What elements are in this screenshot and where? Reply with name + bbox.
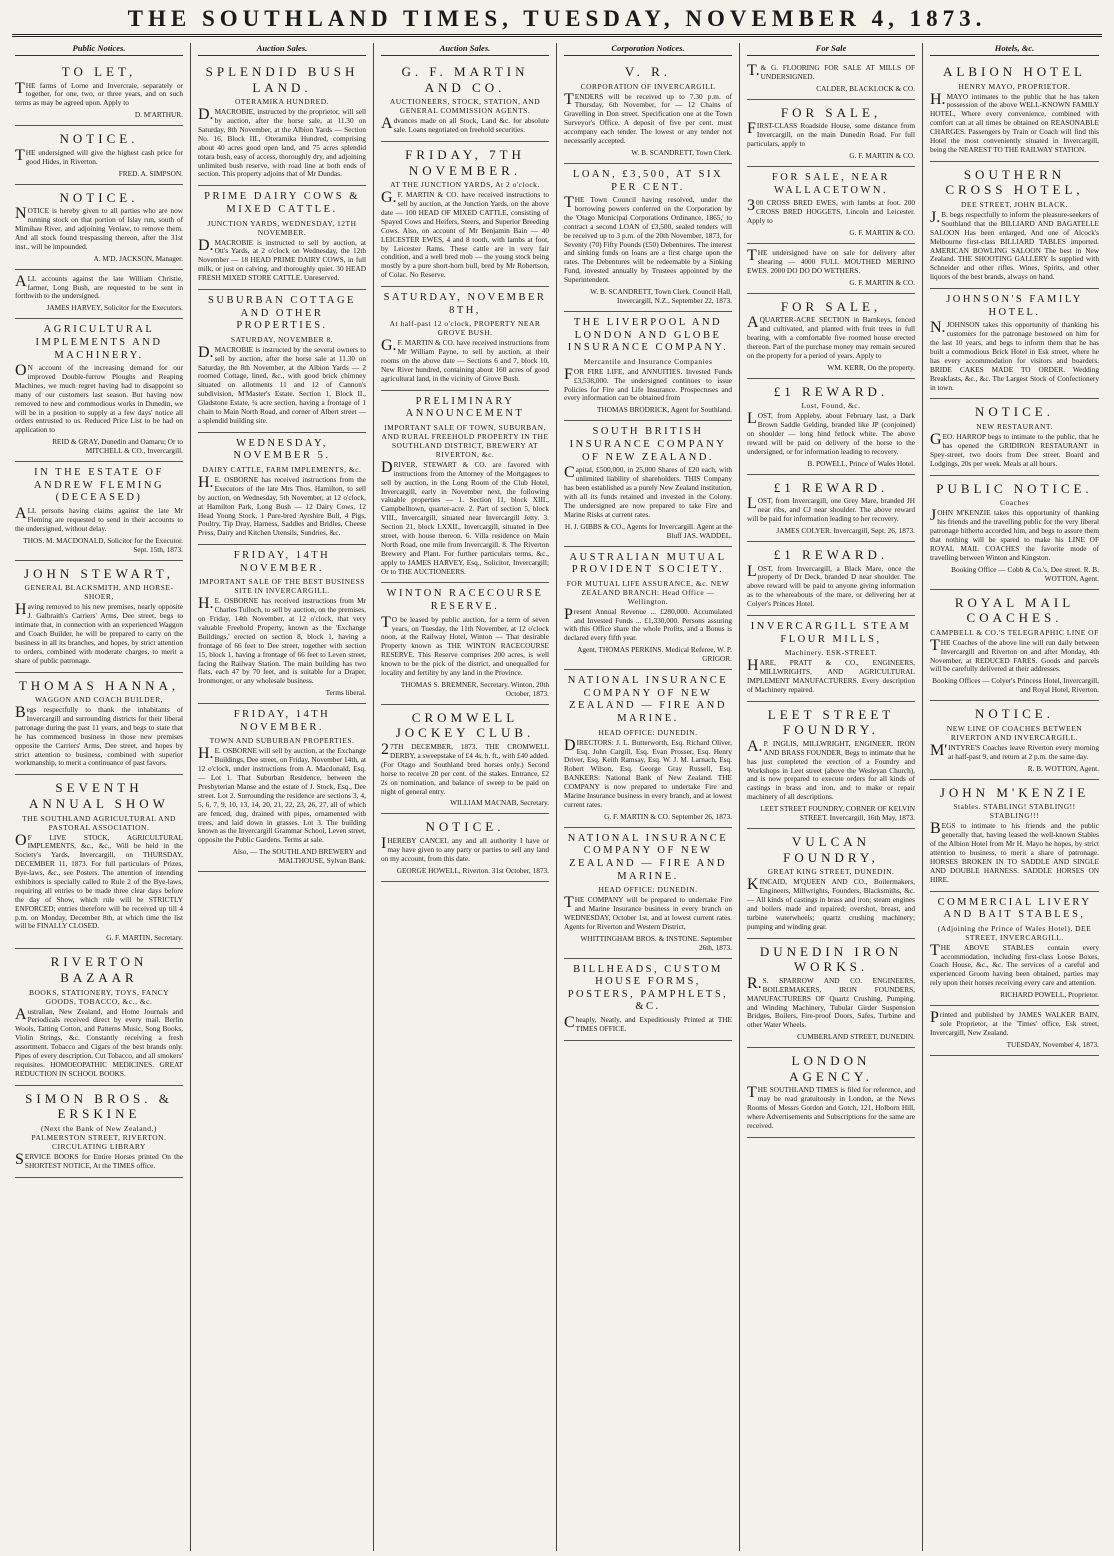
ad-title: IN THE ESTATE OF ANDREW FLEMING (DECEASED) [33,467,165,504]
ad-body: H.MAYO intimates to the public that he has taken possession of the above WELL-KNOWN FAMILY HOTEL, Where every convenience, combined with comfort can at all times be obtained on REASONABLE CHARGES. Passengers by Train or Coach will find this Hotel the most conveniently situated in Invercargill, being the NEAREST TO THE RAILWAY STATION. [930,90,1099,154]
advertisement [564,547,732,671]
advertisement [747,702,915,829]
ad-title: DUNEDIN IRON WORKS. [759,943,903,975]
ad-signature: FRED. A. SIMPSON. [118,168,183,178]
ad-body: THE Coaches of the above line will run daily between Invercargill and Riverton on and after Monday, 4th November, at REDUCED FARES. Goods and parcels will be carefully delivered at their addresses. [930,636,1099,674]
advertisement [381,583,549,704]
advertisement [930,162,1099,289]
ad-body: LOST, from Invercargill, a Black Mare, once the property of Dr Deck, branded D near shoulder. The above reward will be paid to anyone giving information as to the whereabouts of the mare, or delivering her at Colyer's Princes Hotel. [747,562,915,609]
ad-title: SEVENTH ANNUAL SHOW [29,780,169,811]
column-heading: Public Notices. [15,43,183,56]
ad-subtitle: (Adjoining the Prince of Wales Hotel), DEE STREET, INVERCARGILL. [937,923,1092,942]
ad-title: NOTICE. [975,706,1054,722]
ad-subtitle: At half-past 12 o'clock, PROPERTY NEAR GROVE BUSH. [389,319,541,338]
ad-signature: G. F. MARTIN & CO. [849,277,915,287]
columns [8,43,1106,1551]
column-6 [923,43,1106,1551]
ad-signature: R. B. WOTTON, Agent. [1027,763,1099,773]
column-2 [191,43,374,1551]
ad-subtitle: JUNCTION YARDS, WEDNESDAY, 12TH NOVEMBER. [207,218,357,237]
ad-title: SPLENDID BUSH LAND. [205,64,359,95]
ad-subtitle: TOWN AND SUBURBAN PROPERTIES. [209,736,355,746]
ad-body: A.P. INGLIS, MILLWRIGHT, ENGINEER, IRON AND BRASS FOUNDER, Begs to intimate that he has just completed the erection of a Foundry and Workshops in Leet street (above the Wesleyan Church), and is now prepared to execute orders for all kinds of castings in brass and iron, and to make or repair machinery of all descriptions. [747,737,915,802]
advertisement [198,433,366,545]
ad-subtitle: DAIRY CATTLE, FARM IMPLEMENTS, &c. [202,464,362,474]
ad-signature: RICHARD POWELL, Proprietor. [1000,990,1099,1000]
ad-body: H.E. OSBORNE will sell by auction, at the Exchange Buildings, Dee street, on Friday, November 14th, at 12 o'clock, under instructions from A. Macdonald, Esq. — Lot 1. That Suburban Residence, between the Presbyterian Manse and the estate of J. Stock, Esq., Dee street. Lot 2. Surrounding the residence are sections 3, 4, 5, 6, 7, 9, 10, 13, 14, 20, 21, 22, 23, 26, 27, all of which are fenced, dug, drained with pipes, ornamented with trees, and laid down in grasses. Lot 3. The building known as the Invercargill Grammar School, Leven street, opposite the Public Gardens. Terms at sale. [198,745,366,845]
advertisement [15,270,183,320]
ad-title: SOUTHERN CROSS HOTEL, [945,166,1084,198]
ad-title: AUSTRALIAN MUTUAL PROVIDENT SOCIETY. [569,551,727,576]
ad-signature: THOS. M. MACDONALD, Solicitor for the Executor. Sept. 15th, 1873. [23,535,183,554]
ad-title: SATURDAY, NOVEMBER 8TH, [383,292,547,316]
column-heading: Corporation Notices. [564,43,732,56]
advertisement [930,1006,1099,1056]
ad-title: THOMAS HANNA, [18,677,180,693]
ad-title: £1 REWARD. [773,383,889,399]
ad-title: FRIDAY, 14TH NOVEMBER. [233,709,331,733]
advertisement [564,164,732,312]
ad-body: ALL accounts against the late William Christie, farmer, Long Bush, are requested to be sent in forthwith to the undersigned. [15,272,183,301]
advertisement [747,616,915,702]
ad-subtitle: OTERAMIKA HUNDRED. [235,97,329,107]
ad-body: M'INTYRE'S Coaches leave Riverton every morning at half-past 9, and return at 2 p.m. the same day. [930,741,1099,761]
ad-signature: A. M'D. JACKSON, Manager. [93,253,183,263]
ad-subtitle: GENERAL BLACKSMITH, AND HORSE-SHOER, [24,583,174,602]
ad-title: LEET STREET FOUNDRY. [767,706,895,738]
ad-title: NATIONAL INSURANCE COMPANY OF NEW ZEALAND — FIRE AND MARINE. [567,675,729,725]
ad-body: 27TH DECEMBER, 1873. THE CROMWELL DERBY, a sweepstake of £4 4s, h. ft., with £40 added. (For Otago and Southland bred horses only.) Second horse to receive 20 per cent. of the stakes. Entrance, £2 2s on nomination, and balance of sweep to be paid on night of general entry. [381,741,549,796]
advertisement [564,421,732,546]
advertisement [564,312,732,421]
ad-body: T.& G. FLOORING FOR SALE AT MILLS OF UNDERSIGNED. [747,62,915,81]
ad-title: WINTON RACECOURSE RESERVE. [386,588,544,613]
advertisement [381,814,549,881]
advertisement [930,476,1099,590]
ad-title: £1 REWARD. [773,479,889,495]
ad-body: GEO. HARROP begs to intimate to the public, that he has opened the GRIDIRON RESTAURANT in Spey-street, two doors from Dee street. Board and Lodgings, 20s per week. Meals at all hours. [930,431,1099,468]
ad-body: R.S. SPARROW AND CO. ENGINEERS, BOILERMAKERS, IRON FOUNDERS, MANUFACTURERS OF Quartz Crushing, Pumping, and Winding Machinery, Tubular Girder Suspension Bridges, Boilers, Fire-proof Doors, Safes, Turbine and other Water Wheels. [747,974,915,1030]
ad-signature: G. F. MARTIN, Secretary. [106,933,183,943]
advertisement [564,59,732,164]
ad-subtitle: Mercantile and Insurance Companies [583,356,713,366]
ad-body: H.E. OSBORNE has received instructions from Mr Charles Tulloch, to sell by auction, on the premises, on Friday, 14th November, at 12 o'clock, that very valuable Freehold Property, known as the 'Exchange Buildings,' erected on section 8, block 1, having a frontage of 66 feet to Dee street, together with section 15, block 1, having a frontage of 66 feet to Leven street, facing the Railway Station. The main building has two flats, each 47 by 70 feet, and is suitable for a Draper, Ironmonger, or any wholesale business. [198,595,366,686]
advertisement [15,319,183,462]
ad-body: LOST, from Appleby, about February last, a Dark Brown Saddle Gelding, branded like JP (conjoined) on shoulder — long hind fetlock white. The above reward will be paid on delivery of the horse to the undersigned, or for information leading to recovery. [747,410,915,456]
ad-title: JOHNSON'S FAMILY HOTEL. [946,294,1083,318]
ad-body: FIRST-CLASS Roadside House, some distance from Invercargill, on the main Dunedin Road. For full particulars, apply to [747,120,915,149]
ad-subtitle: HEAD OFFICE: DUNEDIN. [598,885,698,895]
ad-title: THE LIVERPOOL AND LONDON AND GLOBE INSURANCE COMPANY. [567,317,729,354]
ad-subtitle: Stables. STABLING! STABLING!! STABLING!!! [953,802,1076,821]
ad-signature: LEET STREET FOUNDRY, CORNER OF KELVIN STREET. Invercargill, 16th May, 1873. [760,804,915,823]
advertisement [15,59,183,126]
ad-subtitle: CORPORATION OF INVERCARGILL [580,81,716,91]
advertisement [930,590,1099,702]
ad-body: H.E. OSBORNE has received instructions from the Executors of the late Mrs Thos. Hamilton, to sell by auction, on Wednesday, 5th November, at 12 o'clock, at Hamilton Park, Long Bush — 12 Dairy Cows, 12 Head Young Stock, 1 Pure-bred Ayrshire Bull, 4 Pigs, Poultry, Tip Dray, Harness, Saddles and Bridles, Cheese Press, Dairy and Kitchen Utensils, Sundries, &c. [198,473,366,538]
ad-signature: Also, — The SOUTHLAND BREWERY and MALTHOUSE, Sylvan Bank. [232,847,366,866]
ad-body: D.MACROBIE is instructed to sell by auction, at Ott's Yards, at 2 o'clock on Wednesday, the 12th November — 18 HEAD PRIME DAIRY COWS, in full milk, or just on calving, and thoroughly quiet. 30 HEAD FRESH MIXED STORE CATTLE. Unreserved. [198,236,366,283]
ad-body: G.F. MARTIN & CO. have received instructions to sell by auction, at the Junction Yards, on the above date — 100 HEAD OF MIXED CATTLE, consisting of Spayed Cows and Heifers, Steers, and Superior Breeding Cows. Also, on account of Mr Benjamin Bain — 40 LEICESTER EWES, 4 and 8 tooth, with lambs at foot, by Leicester Rams. These cattle are in very fair condition, and a well bred mob — the young stock being mostly by a pure short-horn bull, bred by Mr Robertson, of Colac. No Reserve. [381,189,549,280]
ad-subtitle: IMPORTANT SALE OF THE BEST BUSINESS SITE IN INVERCARGILL. [199,577,365,596]
ad-signature: B. POWELL, Prince of Wales Hotel. [807,458,915,468]
ad-title: NOTICE. [425,819,505,835]
advertisement [381,391,549,584]
advertisement [15,561,183,673]
ad-body: Printed and published by JAMES WALKER BAIN, sole Proprietor, at the 'Times' office, Esk street, Invercargill, New Zealand. [930,1009,1099,1037]
ad-body: 300 CROSS BRED EWES, with lambs at foot. 200 CROSS BRED HOGGETS, Lincoln and Leicester. Apply to [747,197,915,226]
ad-title: WEDNESDAY, NOVEMBER 5. [233,437,331,462]
ad-subtitle: HENRY MAYO, PROPRIETOR. [958,81,1071,91]
advertisement [747,1048,915,1138]
masthead [12,0,1102,37]
ad-body: THE Town Council having resolved, under the borrowing powers conferred on the Corporation by the 'Otago Municipal Corporations Ordinance, 1865,' to contract a second LOAN of £3,500, sealed tenders will be received up to 3 p.m. of the 20th November, 1873, for Seventy (70) Fifty Pounds (£50) Debentures. The interest and sinking funds on loans are a first charge upon the rates. The Debentures will be redeemable by a Sinking Fund, invested annually by Trustees appointed by the Superintendent. [564,194,732,285]
advertisement [198,545,366,704]
ad-body: THE COMPANY will be prepared to undertake Fire and Marine Insurance business in every branch on WEDNESDAY, October 1st, and at lowest current rates. Agents for Riverton and Western District, [564,894,732,931]
ad-title: £1 REWARD. [773,546,889,562]
advertisement [198,59,366,186]
ad-title: FOR SALE, [780,104,882,120]
ad-title: ALBION HOTEL [943,64,1086,79]
ad-body: JOHN M'KENZIE takes this opportunity of thanking his friends and the travelling public for the very liberal patronage hitherto accorded him, and begs to assure them that nothing will be spared to make his LINE OF ROYAL MAIL COACHES the favorite mode of travelling between Winton and Kingston. [930,507,1099,562]
ad-signature: W. B. SCANDRETT, Town Clerk. [631,147,732,157]
ad-title: SUBURBAN COTTAGE AND OTHER PROPERTIES. [208,294,356,332]
column-heading: Hotels, &c. [930,43,1099,56]
ad-title: JOHN M'KENZIE [939,784,1090,800]
ad-signature: JAMES HARVEY, Solicitor for the Executors. [46,303,183,313]
ad-subtitle: THE SOUTHLAND AGRICULTURAL AND PASTORAL ASSOCIATION. [22,813,176,832]
ad-body: DRIVER, STEWART & CO. are favored with instructions from the Attorney of the Mortgagees to sell by auction, in the Long Room of the Club Hotel, Invercargill, early in November next, the following valuable properties — 1. Section 11, block XIII., Campbelltown, quarter-acre. 2. Part of section 5, block VIII., Invercargill, situated near Invercargill Jetty. 3. Section 21, block LXXII., Invercargill, situated in Dee street, with house thereon. 6. Villa residence on Main North Road, one mile from Invercargill. 8. The Riverton Brewery and Plant. For further particulars terms, &c., apply to JAMES HARVEY, Esq., Solicitor, Invercargill; Or to THE AUCTIONEERS. [381,458,549,576]
advertisement [15,462,183,560]
ad-signature: Booking Office — Cobb & Co.'s, Dee street. R. B. WOTTON, Agent. [951,564,1099,583]
advertisement [747,167,915,244]
ad-title: FOR SALE, [780,298,882,314]
ad-signature: G. F. MARTIN & CO. [849,151,915,161]
ad-title: BILLHEADS, CUSTOM HOUSE FORMS, POSTERS, PAMPHLETS, &C. [567,963,729,1013]
advertisement [198,186,366,290]
advertisement [381,287,549,391]
ad-signature: WHITTINGHAM BROS. & INSTONE. September 26th, 1873. [580,933,732,952]
ad-title: PUBLIC NOTICE. [936,480,1093,496]
column-1 [8,43,191,1551]
ad-subtitle: HEAD OFFICE: DUNEDIN. [598,727,698,737]
ad-title: LONDON AGENCY. [789,1053,873,1084]
advertisement [747,829,915,939]
advertisement [381,142,549,287]
advertisement [930,59,1099,162]
ad-body: Having removed to his new premises, nearly opposite J. Galbraith's Carriers' Arms, Dee street, begs to intimate that, in connection with an experienced Waggon and Coach Builder, he will be prepared to carry on the business in all its branches, and hopes, by strict attention to orders, combined with moderate charges, to merit a share of public patronage. [15,601,183,665]
advertisement [747,939,915,1049]
ad-title: AGRICULTURAL IMPLEMENTS AND MACHINERY. [35,324,163,361]
advertisement [747,542,915,616]
ad-signature: G. F. MARTIN & CO. [849,227,915,237]
ad-signature: WM. KERR, On the property. [827,362,915,372]
advertisement [381,705,549,815]
column-5 [740,43,923,1551]
ad-title: PRIME DAIRY COWS & MIXED CATTLE. [204,191,360,215]
column-heading: Auction Sales. [381,43,549,56]
advertisement [747,59,915,100]
ad-body: BEGS to intimate to his friends and the public generally that, having leased the well-known Stables of the Albion Hotel from Mr H. Mayo he hopes, by strict attention to business, to merit a share of patronage. HORSES BROKEN IN TO SADDLE AND SINGLE AND DOUBLE HARNESS. SADDLE HORSES ON HIRE. [930,820,1099,884]
ad-body: OF LIVE STOCK, AGRICULTURAL IMPLEMENTS, &c., &c., Will be held in the Society's Yards, Invercargill, on THURSDAY, DECEMBER 11, 1873. For full particulars of Prizes, Bye-laws, &c., see Posters. The attention of intending exhibitors is specially called to Rule 2 of the Bye-laws, requiring all entries to be made three clear days before the day of Show, which rule will be STRICTLY ENFORCED; entries therefore will be received up till 4 p.m. on Monday, December 8th, at which time the list will be FINALLY CLOSED. [15,831,183,931]
masthead-title: THE SOUTHLAND TIMES, TUESDAY, NOVEMBER 4, 1873. [127,6,987,31]
ad-subtitle: NEW RESTAURANT. [976,422,1053,432]
ad-signature: Terms liberal. [325,688,366,698]
ad-title: NOTICE. [59,131,139,147]
column-3 [374,43,557,1551]
ad-signature: H. J. GIBBS & CO., Agents for Invercargill. Agent at the Bluff JAS. WADDEL. [564,521,732,540]
ad-subtitle: CAMPBELL & CO.'S TELEGRAPHIC LINE OF [930,627,1099,637]
advertisement [747,379,915,475]
advertisement [198,704,366,872]
advertisement [930,289,1099,399]
ad-signature: THOMAS S. BREMNER, Secretary. Winton, 20th October, 1873. [400,679,549,698]
ad-subtitle: BOOKS, STATIONERY, TOYS, FANCY GOODS, TOBACCO, &c., &c. [28,987,170,1006]
ad-title: CROMWELL JOCKEY CLUB. [395,709,535,741]
advertisement [15,1086,183,1178]
ad-body: Present Annual Revenue ... £280,000. Accumulated and Invested Funds ... £1,330,000. Persons assuring with this Office share the whole Profits, and a Bonus is declared every fifth year. [564,605,732,643]
ad-signature: CUMBERLAND STREET, DUNEDIN. [797,1032,915,1042]
ad-signature: REID & GRAY, Dunedin and Oamaru; Or to MITCHELL & CO., Invercargill. [52,437,183,456]
ad-body: D.MACROBIE, instructed by the proprietor, will sell by auction, after the horse sale, at 11.30 on Saturday, 8th November, at the Albion Yards — Section No. 16, Block III., Oteramika Hundred, comprising about 40 acres good open land, and 75 acres splendid totara bush, easy of access, thoroughly dry, and adjoining unlimited bush reserve, with road line at both ends of section. This property adjoins that of Mr Dundas. [198,106,366,179]
ad-signature: Agent, THOMAS PERKINS. Medical Referee, W. P. GRIGOR. [577,645,732,664]
advertisement [747,294,915,379]
ad-body: Capital, £500,000, in 25,000 Shares of £20 each, with unlimited liability of shareholders. THIS Company has been established as a purely New Zealand institution, with all its funds retained and invested in the Colony. The undersigned are now prepared to take Fire and Marine Risks at current rates. [564,464,732,519]
ad-body: NOTICE is hereby given to all parties who are now running stock on that portion of Islay run, south of Mimihau River, and adjoining Venlaw, to remove them. And all stock found trespassing thereon, after the 31st inst., will be impounded. [15,205,183,251]
ad-body: Cheaply, Neatly, and Expeditiously Printed at THE TIMES OFFICE. [564,1014,732,1033]
ad-body: AQUARTER-ACRE SECTION in Barnkeys, fenced and cultivated, and planted with fruit trees in full bearing, with a comfortable five roomed house erected thereon. Part of the purchase money may remain secured on the property for a period of years. Apply to [747,314,915,360]
ad-title: V. R. [624,64,672,79]
ad-title: INVERCARGILL STEAM FLOUR MILLS, [750,620,912,645]
ad-subtitle: FOR MUTUAL LIFE ASSURANCE, &c. NEW ZEALAND BRANCH: Head Office — Wellington. [566,578,730,606]
column-heading: For Sale [747,43,915,56]
advertisement [564,828,732,959]
advertisement [747,244,915,294]
ad-signature: CALDER, BLACKLOCK & CO. [816,83,915,93]
ad-title: VULCAN FOUNDRY, [783,834,879,865]
ad-title: FOR SALE, NEAR WALLACETOWN. [771,172,891,196]
ad-title: NOTICE. [975,404,1054,420]
advertisement [930,780,1099,892]
ad-title: ROYAL MAIL COACHES. [954,594,1075,626]
ad-signature: Booking Offices — Colyer's Princess Hotel, Invercargill, and Royal Hotel, Riverton. [932,676,1099,695]
ad-subtitle: NEW LINE OF COACHES BETWEEN RIVERTON AND INVERCARGILL. [946,723,1083,742]
ad-signature: G. F. MARTIN & CO. September 26, 1873. [604,811,732,821]
ad-body: THE farms of Lorne and Invercraie, separately or together, for one, two, or three years, and on such terms as may be agreed upon. Apply to [15,79,183,108]
ad-body: G.F. MARTIN & CO. have received instructions from Mr William Payne, to sell by auction, at their rooms on the above date — Sections 6 and 7, block 10, New River hundred, containing about 160 acres of good agricultural land, in the vicinity of Grove Bush. [381,337,549,383]
ad-title: JOHN STEWART, [24,565,174,581]
ad-body: D.MACROBIE is instructed by the several owners to sell by auction, after the horse sale at 11.30 on Saturday, the 8th November, at the Albion Yards — 2 roomed Cottage, lined, &c., with good brick chimney situated on allotments 11 and 12 of Cannon's subdivision, M'Master's Estate. Section 1, Block II., Gladstone Estate, ¼ acre section, having a frontage of 1 chain to Main North Road, and corner of Albert street — a splendid building site. [198,343,366,425]
ad-body: LOST, from Invercargill, one Grey Mare, branded JH near ribs, and CJ near shoulder. The above reward will be paid for information leading to her recovery. [747,495,915,524]
advertisement [15,185,183,270]
ad-body: Australian, New Zealand, and Home Journals and Periodicals received direct by every mail. Berlin Wools, Tatting Cotton, and Patterns Music, Song Books, Violin Strings, &c. Constantly receiving a fresh assortment. Tobacco and Cigars of the best brands only. Pipes of every description. Cut Tobacco, and all smokers' requisites. HOMOEOPATHIC MEDICINES. GREAT REDUCTION IN SCHOOL BOOKS. [15,1005,183,1078]
ad-signature: JAMES COLYER. Invercargill, Sept. 26, 1873. [776,525,915,535]
ad-body: ALL persons having claims against the late Mr Fleming are requested to send in their accounts to the undersigned, without delay. [15,505,183,533]
ad-subtitle: AUCTIONEERS, STOCK, STATION, AND GENERAL COMMISSION AGENTS. [389,97,541,116]
ad-title: NOTICE. [59,189,139,205]
advertisement [747,100,915,167]
advertisement [930,701,1099,779]
ad-subtitle: SATURDAY, NOVEMBER 8. [230,334,334,344]
ad-body: SERVICE BOOKS for Entire Horses printed On the SHORTEST NOTICE, At the TIMES office. [15,1150,183,1170]
ad-body: THE ABOVE STABLES contain every accommodation, including first-class Loose Boxes, Coach House, &c., &c. The services of a careful and experienced Groom having been obtained, parties may rely upon their horses receiving every care and attention. [930,941,1099,988]
ad-subtitle: Coaches [1000,498,1029,508]
ad-title: TO LET, [61,64,137,79]
ad-signature: WILLIAM MACNAB, Secretary. [450,798,549,808]
ad-title: LOAN, £3,500, AT SIX PER CENT. [572,168,724,193]
ad-body: ON account of the increasing demand for our improved Double-furrow Ploughs and Reaping Machines, we much regret having had to disappoint so many of our customers last season. But having now removed to new and commodious works in Dunedin, we will be in a position to supply at a few days' notice all orders entrusted to us. Reduced Price List to be had on application to [15,362,183,435]
advertisement [198,290,366,433]
ad-title: SIMON BROS. & ERSKINE [25,1090,173,1122]
ad-subtitle: AT THE JUNCTION YARDS, At 2 o'clock. [390,180,540,190]
ad-subtitle: IMPORTANT SALE OF TOWN, SUBURBAN, AND RURAL FREEHOLD PROPERTY IN THE SOUTHLAND DISTRICT, BREWERY AT RIVERTON, &c. [381,422,549,459]
ad-body: TENDERS will be received up to 7.30 p.m. of Thursday, 6th November, for — 12 Chains of Gravelling in Don street. Specification one at the Town Surveyor's Office. A deposit of five per cent. must accompany each tender. The lowest or any tender not necessarily accepted. [564,90,732,146]
ad-body: FOR FIRE LIFE, and ANNUITIES. Invested Funds £3,538,000. The undersigned continues to issue Policies for Fire and Life Insurance. Prospectuses and every information can be obtained from [564,365,732,403]
ad-body: THE undersigned will give the highest cash price for good Hides, in Riverton. [15,146,183,166]
ad-title: SOUTH BRITISH INSURANCE COMPANY OF NEW ZEALAND. [569,426,727,463]
advertisement [747,475,915,542]
ad-title: COMMERCIAL LIVERY AND BAIT STABLES, [937,896,1092,921]
ad-signature: GEORGE HOWELL, Riverton. 31st October, 1873. [396,865,549,875]
ad-subtitle: DEE STREET, JOHN BLACK. [961,200,1068,210]
advertisement [930,892,1099,1007]
column-heading: Auction Sales. [198,43,366,56]
ad-title: G. F. MARTIN AND CO. [401,64,529,95]
advertisement [15,126,183,184]
ad-subtitle: Machinery. ESK-STREET. [784,648,878,658]
ad-body: THE SOUTHLAND TIMES is filed for reference, and may be read gratuitously in London, at the News Rooms of Messrs Gordon and Gotch, 121, Holborn Hill, where Advertisements and Subscriptions for the same are received. [747,1084,915,1130]
ad-body: Advances made on all Stock, Land &c. for absolute sale. Loans negotiated on freehold securities. [381,115,549,135]
ad-signature: TUESDAY, November 4, 1873. [1006,1039,1099,1049]
ad-body: THE undersigned have on sale for delivery after shearing — 4000 FULL MOUTHED MERINO EWES. 2000 DO DO DO WETHERS. [747,246,915,275]
ad-signature: D. M'ARTHUR. [134,110,183,120]
ad-title: FRIDAY, 14TH NOVEMBER. [233,550,331,574]
ad-title: FRIDAY, 7TH NOVEMBER. [405,146,525,178]
ad-body: N.JOHNSON takes this opportunity of thanking his customers for the patronage bestowed on him for the last 10 years, and begs to inform them that he has built a commodious Brick Hotel in Esk street, where he has every accommodation for visitors and boarders. BRIDE CAKES MADE TO ORDER. Wedding Breakfasts, &c., &c. The Largest Stock of Confectionery in town. [930,319,1099,392]
advertisement [15,673,183,776]
advertisement [564,670,732,828]
ad-body: IHEREBY CANCEL any and all authority I have or may have given to any party or parties to sell any land on my account, from this date. [381,835,549,863]
advertisement [381,59,549,142]
ad-subtitle: GREAT KING STREET, DUNEDIN. [767,867,895,877]
ad-title: NATIONAL INSURANCE COMPANY OF NEW ZEALAND — FIRE AND MARINE. [567,832,729,882]
column-4 [557,43,740,1551]
advertisement [15,775,183,949]
advertisement [930,399,1099,475]
ad-subtitle: WAGGON AND COACH BUILDER, [35,695,163,705]
ad-title: RIVERTON BAZAAR [50,954,148,985]
ad-body: Begs respectfully to thank the inhabitants of Invercargill and surrounding districts for their liberal patronage during the past 11 years, and begs to state that he has commenced business in those new premises opposite the Carriers' Arms, Dee street, and hopes by strict attention to business, combined with superior workmanship, to merit a continuance of past favors. [15,704,183,768]
ad-body: KINCAID, M'QUEEN AND CO., Boilermakers, Engineers, Millwrights, Founders, Blacksmiths, &c. — All kinds of castings in brass and iron; steam engines and boilers made and repaired; overshot, breast, and turbine waterwheels; quartz crushing machinery; pumping and winding gear. [747,876,915,931]
ad-body: DIRECTORS: J. L. Butterworth, Esq. Richard Oliver, Esq. John Cargill, Esq. Evan Prosser, Esq. Henry Driver, Esq. Keith Ramsay, Esq. W. J. M. Larnach, Esq. Robert Wilson, Esq. George Gray Russell, Esq. BANKERS: National Bank of New Zealand. THE COMPANY is now prepared to undertake Fire and Marine Insurance business in every branch, and at lowest current rates. [564,736,732,809]
ad-subtitle: Lost, Found, &c. [801,401,861,411]
ad-signature: THOMAS BRODRICK, Agent for Southland. [597,405,732,415]
ad-body: TO be leased by public auction, for a term of seven years, on Tuesday, the 11th November, at 12 o'clock noon, at the Railway Hotel, Winton — That desirable Property known as THE WINTON RACECOURSE RESERVE. This Reserve comprises 200 acres, is well known to be the pick of the district, and unequalled for locality and fertility by any land in the Province. [381,613,549,677]
ad-title: PRELIMINARY ANNOUNCEMENT [405,395,525,420]
advertisement [15,949,183,1085]
advertisement [564,959,732,1041]
ad-body: J.B. begs respectfully to inform the pleasure-seekers of Southland that the BILLIARD AND BAGATELLE SALOON Has been enlarged, And one of Alcock's Melbourne first-class BILLIARD TABLES imported. AMERICAN BOWLING SALOON The best in New Zealand. THE SHOOTING GALLERY Is supplied with Schneider and other rifles. Wines, Spirits, and other liquors of the best brands, always on hand. [930,209,1099,282]
ad-subtitle: (Next the Bank of New Zealand,) PALMERSTON STREET, RIVERTON. CIRCULATING LIBRARY [31,1123,167,1151]
ad-body: HARE, PRATT & CO., ENGINEERS, MILLWRIGHTS, AND AGRICULTURAL IMPLEMENT MANUFACTURERS. Every description of Machinery repaired. [747,657,915,694]
ad-signature: W. B. SCANDRETT, Town Clerk. Council Hall, Invercargill, N.Z., September 22, 1873. [590,287,732,306]
